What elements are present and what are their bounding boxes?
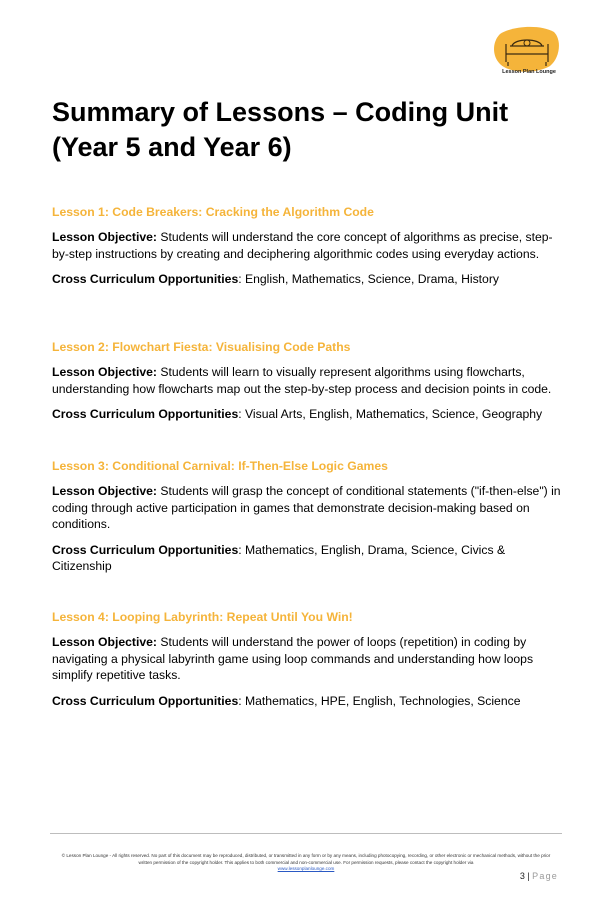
objective-label: Lesson Objective:	[52, 635, 157, 649]
page-label: Page	[532, 871, 558, 881]
footer-link[interactable]: www.lessonplanlounge.com	[277, 866, 335, 872]
logo-text: Lesson Plan Lounge	[502, 69, 556, 75]
lesson-3	[52, 459, 562, 584]
lesson-4	[52, 610, 562, 718]
objective-label: Lesson Objective:	[52, 230, 157, 244]
lesson-title: Lesson 2: Flowchart Fiesta: Visualising Code Paths	[52, 340, 351, 354]
objective-label: Lesson Objective:	[52, 365, 157, 379]
page-number-value: 3	[519, 871, 525, 881]
objective-text: Students will understand the power of loops (repetition) in coding by navigating a physical labyrinth game using loop commands and understanding how loops simplify repetitive tasks.	[52, 635, 534, 682]
page-number: 3 | Page	[519, 871, 558, 881]
cross-curriculum	[52, 271, 562, 288]
lesson-objective	[52, 634, 562, 684]
lesson-title: Lesson 3: Conditional Carnival: If-Then-Else Logic Games	[52, 459, 388, 473]
lesson-objective	[52, 229, 562, 262]
objective-label: Lesson Objective:	[52, 484, 157, 498]
cross-text: : Mathematics, English, Drama, Science, Civics & Citizenship	[52, 542, 506, 573]
lesson-objective	[52, 364, 562, 397]
footer-divider	[50, 833, 562, 834]
lesson-objective	[52, 483, 562, 533]
cross-label: Cross Curriculum Opportunities	[52, 407, 239, 421]
cross-curriculum	[52, 406, 562, 423]
cross-text: : English, Mathematics, Science, Drama, History	[238, 272, 499, 286]
lesson-2	[52, 340, 562, 432]
footer-copyright	[56, 853, 556, 873]
cross-label: Cross Curriculum Opportunities	[52, 272, 239, 286]
cross-curriculum	[52, 542, 562, 575]
objective-text: Students will learn to visually represent algorithms using flowcharts, understanding how flowcharts map out the step-by-step process and decision points in code.	[52, 365, 552, 396]
cross-label: Cross Curriculum Opportunities	[52, 693, 239, 708]
lesson-1	[52, 205, 562, 297]
objective-text: Students will grasp the concept of conditional statements ("if-then-else") in coding through active participation in games that demonstrate decision-making based on conditions.	[52, 484, 561, 531]
lesson-title: Lesson 4: Looping Labyrinth: Repeat Until You Win!	[52, 610, 353, 624]
cross-text: : Visual Arts, English, Mathematics, Science, Geography	[238, 407, 543, 421]
lesson-title: Lesson 1: Code Breakers: Cracking the Algorithm Code	[52, 205, 374, 219]
cross-curriculum	[52, 693, 562, 710]
objective-text: Students will understand the core concept of algorithms as precise, step-by-step instructions by creating and deciphering algorithmic codes using everyday actions.	[52, 230, 553, 261]
page-title: Summary of Lessons – Coding Unit (Year 5 and Year 6)	[52, 97, 509, 162]
footer-text: © Lesson Plan Lounge - All rights reserved. No part of this document may be reproduced, distributed, or transmitted in any form or by any means, including photocopying, recording, or other electronic or mechanical methods, without the prior written permission of the copyright holder. This applies to both commercial and non-commercial use. For permission requests, please contact the copyright holder via	[61, 853, 551, 865]
cross-label: Cross Curriculum Opportunities	[52, 542, 239, 557]
cross-text: : Mathematics, HPE, English, Technologies, Science	[238, 693, 521, 708]
